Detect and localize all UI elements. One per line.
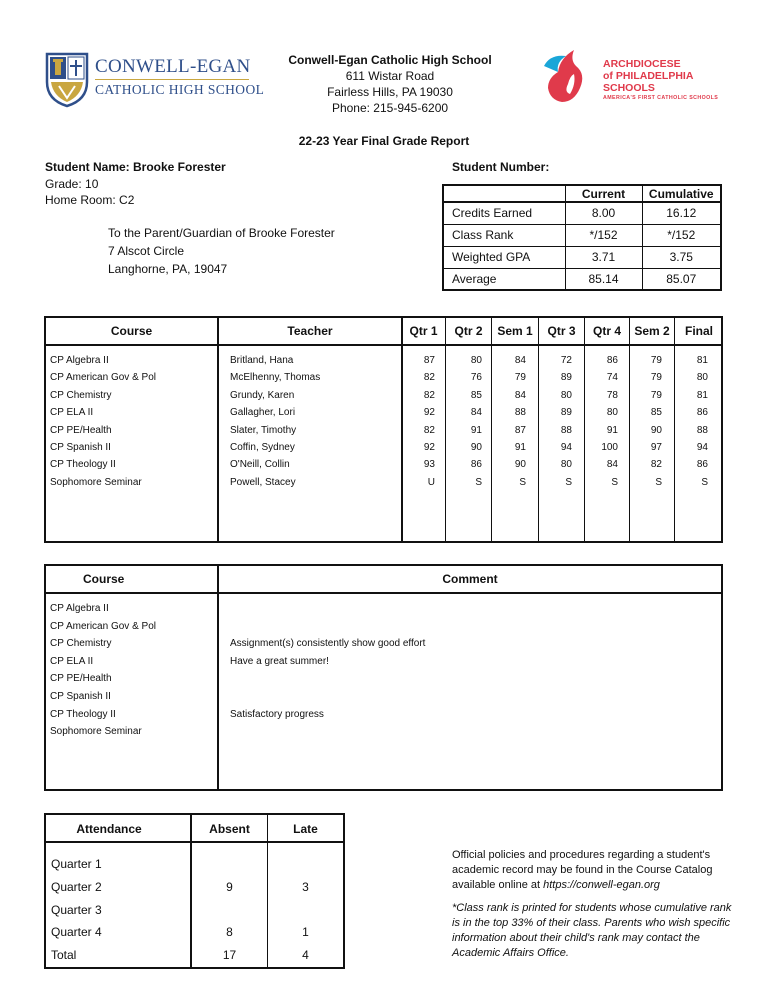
- logo-text-primary: CONWELL-EGAN: [95, 56, 251, 77]
- report-title: 22-23 Year Final Grade Report: [298, 134, 470, 148]
- student-number-label: Student Number:: [452, 160, 550, 174]
- comments-header-comment: Comment: [442, 572, 498, 586]
- comment-row: [46, 673, 721, 691]
- grade-value: 81: [696, 389, 708, 401]
- grade-row: [46, 372, 721, 390]
- grade-value: 90: [470, 442, 482, 453]
- grade-value: 84: [514, 389, 526, 401]
- grades-header-cell: Final: [684, 324, 713, 338]
- course-name: Sophomore Seminar: [50, 476, 142, 488]
- conwell-egan-logo: [45, 52, 265, 108]
- grade-value: 80: [560, 459, 572, 471]
- school-name: Conwell-Egan Catholic High School: [288, 53, 492, 67]
- course-name: CP American Gov & Pol: [50, 620, 156, 632]
- grade-value: 92: [423, 442, 435, 453]
- policy-text-body: Official policies and procedures regarding a student's academic record may be found in the Course Catalog available online at: [452, 849, 713, 891]
- class-rank-note: *Class rank is printed for students whose cumulative rank is in the top 33% of their class. Parents who wish specific information about their child's rank may contact the Academic Affairs Office.: [452, 902, 732, 959]
- grade-row: [46, 442, 721, 460]
- teacher-name: McElhenny, Thomas: [230, 372, 321, 384]
- grade-value: 94: [696, 442, 708, 453]
- attendance-row: [46, 903, 343, 923]
- attendance-table: [44, 813, 345, 969]
- course-name: CP PE/Health: [50, 673, 112, 685]
- grade-value: 88: [696, 424, 708, 436]
- course-catalog-link[interactable]: https://conwell-egan.org: [543, 879, 660, 891]
- grade-value: 79: [650, 355, 662, 366]
- school-phone: Phone: 215-945-6200: [331, 101, 449, 115]
- grade-value: 90: [514, 459, 526, 471]
- course-name: CP Algebra II: [50, 355, 109, 366]
- policy-notes: [452, 848, 732, 961]
- course-name: CP Spanish II: [50, 442, 111, 453]
- comment-text: Satisfactory progress: [230, 708, 324, 720]
- grade-value: 88: [514, 407, 526, 419]
- grade-value: 86: [696, 407, 708, 419]
- attendance-header-cell: Absent: [209, 822, 250, 836]
- student-name: Student Name: Brooke Forester: [45, 160, 226, 174]
- attendance-row: [46, 880, 343, 900]
- grade-value: 93: [423, 459, 435, 471]
- grade-value: 91: [514, 442, 526, 453]
- attendance-header-cell: Late: [293, 822, 318, 836]
- grade-value: 85: [650, 407, 662, 419]
- course-name: CP Theology II: [50, 708, 116, 720]
- grade-value: 80: [606, 407, 618, 419]
- summary-row: [443, 202, 721, 224]
- grade-row: [46, 407, 721, 425]
- attendance-period: Quarter 2: [51, 879, 102, 894]
- course-name: CP Theology II: [50, 459, 116, 471]
- policy-text: [452, 848, 732, 893]
- grade-value: S: [565, 476, 572, 488]
- grade-value: 89: [560, 407, 572, 419]
- address-line: 7 Alscot Circle: [108, 244, 185, 258]
- summary-cell: 16.12: [642, 202, 721, 224]
- school-address-line2: Fairless Hills, PA 19030: [327, 85, 453, 99]
- course-name: CP Spanish II: [50, 691, 111, 702]
- grade-value: 82: [423, 424, 435, 436]
- grade-value: 89: [560, 372, 572, 384]
- archdiocese-line1: ARCHDIOCESE: [603, 58, 681, 70]
- summary-table: [442, 184, 722, 291]
- absent-count: 8: [226, 925, 233, 940]
- course-name: CP ELA II: [50, 407, 94, 419]
- grade-value: 87: [423, 355, 435, 366]
- logo-text-secondary: CATHOLIC HIGH SCHOOL: [95, 82, 265, 97]
- grade-value: 84: [470, 407, 482, 419]
- grade-value: 80: [696, 372, 708, 384]
- comment-row: [46, 621, 721, 639]
- student-grade: Grade: 10: [45, 177, 99, 191]
- comment-row: [46, 726, 721, 744]
- grade-value: 94: [560, 442, 572, 453]
- grade-value: U: [427, 476, 435, 488]
- grade-value: 80: [560, 389, 572, 401]
- grade-value: 90: [650, 424, 662, 436]
- archdiocese-tagline: AMERICA'S FIRST CATHOLIC SCHOOLS: [603, 95, 719, 101]
- attendance-period: Quarter 4: [51, 925, 102, 940]
- late-count: 1: [302, 925, 309, 940]
- grade-value: 80: [470, 355, 482, 366]
- grade-value: 100: [601, 442, 618, 453]
- summary-cell: */152: [565, 224, 642, 246]
- summary-cell: */152: [642, 224, 721, 246]
- mailing-address: [108, 224, 335, 278]
- course-name: CP Algebra II: [50, 603, 109, 614]
- comment-row: [46, 656, 721, 674]
- grades-header-cell: Teacher: [287, 324, 333, 338]
- grade-value: S: [519, 476, 526, 488]
- header-divider: [46, 344, 721, 346]
- course-name: CP American Gov & Pol: [50, 372, 156, 384]
- comment-row: [46, 638, 721, 656]
- absent-count: 9: [226, 879, 233, 894]
- grade-row: [46, 390, 721, 408]
- summary-cell: 8.00: [565, 202, 642, 224]
- archdiocese-name: [603, 58, 693, 94]
- grade-value: 81: [696, 355, 708, 366]
- comment-text: Have a great summer!: [230, 655, 329, 667]
- grades-header-cell: Qtr 2: [454, 324, 483, 338]
- grade-row: [46, 355, 721, 373]
- grade-value: 72: [560, 355, 572, 366]
- grade-row: [46, 459, 721, 477]
- grade-value: 88: [560, 424, 572, 436]
- grade-value: 79: [650, 372, 662, 384]
- grade-value: 85: [470, 389, 482, 401]
- archdiocese-logo: [540, 44, 730, 108]
- attendance-period: Quarter 1: [51, 857, 102, 871]
- teacher-name: Gallagher, Lori: [230, 407, 296, 419]
- attendance-row: [46, 948, 343, 968]
- grade-row: [46, 425, 721, 443]
- comment-row: [46, 709, 721, 727]
- grade-value: 79: [650, 389, 662, 401]
- attendance-row: [46, 925, 343, 945]
- summary-cell: 85.14: [565, 268, 642, 290]
- grade-value: 97: [650, 442, 662, 453]
- summary-cell: 3.71: [565, 246, 642, 268]
- course-name: CP Chemistry: [50, 389, 112, 401]
- school-info: [250, 52, 530, 116]
- comments-table: [44, 564, 723, 791]
- teacher-name: Slater, Timothy: [230, 424, 297, 436]
- attendance-row: [46, 857, 343, 877]
- address-line: Langhorne, PA, 19047: [108, 262, 228, 276]
- summary-cell: Credits Earned: [443, 202, 565, 224]
- grade-value: 78: [606, 389, 618, 401]
- grade-value: 86: [470, 459, 482, 471]
- teacher-name: Powell, Stacey: [230, 476, 296, 488]
- summary-cell: Weighted GPA: [443, 246, 565, 268]
- comment-text: Assignment(s) consistently show good effort: [230, 638, 426, 650]
- grade-value: 79: [514, 372, 526, 384]
- summary-cell: 3.75: [642, 246, 721, 268]
- grades-header-cell: Qtr 4: [592, 324, 621, 338]
- summary-cell: Average: [443, 268, 565, 290]
- summary-cell: Class Rank: [443, 224, 565, 246]
- teacher-name: Coffin, Sydney: [230, 442, 295, 453]
- teacher-name: Grundy, Karen: [230, 389, 295, 401]
- grade-value: 91: [470, 424, 482, 436]
- teacher-name: Britland, Hana: [230, 355, 294, 366]
- grade-value: 87: [514, 424, 526, 436]
- absent-count: 17: [222, 948, 237, 963]
- grade-value: 82: [423, 372, 435, 384]
- flame-dove-icon: [540, 44, 600, 108]
- late-count: 3: [302, 879, 309, 894]
- course-name: CP PE/Health: [50, 424, 112, 436]
- comments-header-course: Course: [83, 572, 125, 586]
- summary-cell: 85.07: [642, 268, 721, 290]
- summary-header-cell: [443, 185, 565, 202]
- attendance-period: Quarter 3: [51, 902, 102, 917]
- grade-value: 86: [696, 459, 708, 471]
- grade-value: 82: [423, 389, 435, 401]
- grades-header-cell: Course: [110, 324, 153, 338]
- logo-divider: [95, 79, 249, 80]
- grade-value: 76: [470, 372, 482, 384]
- summary-header-cell: Cumulative: [642, 185, 721, 202]
- grades-table: [44, 316, 723, 543]
- grades-header-cell: Sem 2: [634, 324, 670, 338]
- school-address-line1: 611 Wistar Road: [345, 69, 435, 83]
- summary-row: [443, 224, 721, 246]
- grade-value: S: [475, 476, 482, 488]
- header-divider: [46, 592, 721, 594]
- grade-value: 82: [650, 459, 662, 471]
- comment-row: [46, 603, 721, 621]
- late-count: 4: [302, 948, 309, 963]
- summary-row: [443, 268, 721, 290]
- summary-header-cell: Current: [565, 185, 642, 202]
- summary-header-row: [443, 185, 721, 202]
- grade-value: S: [655, 476, 662, 488]
- grade-value: 74: [606, 372, 618, 384]
- grades-header-cell: Qtr 1: [409, 324, 438, 338]
- grades-header-cell: Sem 1: [497, 324, 533, 338]
- archdiocese-line2: of PHILADELPHIA: [603, 70, 694, 82]
- teacher-name: O'Neill, Collin: [230, 459, 290, 471]
- header-divider: [46, 841, 343, 843]
- grade-row: [46, 477, 721, 495]
- grade-value: 92: [423, 407, 435, 419]
- grade-value: 84: [514, 355, 526, 366]
- comment-row: [46, 691, 721, 709]
- grade-value: S: [611, 476, 618, 488]
- grade-value: S: [701, 476, 708, 488]
- address-line: To the Parent/Guardian of Brooke Forester: [108, 226, 335, 240]
- grade-value: 91: [606, 424, 618, 436]
- grade-value: 86: [606, 355, 618, 366]
- grade-value: 84: [606, 459, 618, 471]
- course-name: CP Chemistry: [50, 638, 112, 650]
- summary-row: [443, 246, 721, 268]
- course-name: Sophomore Seminar: [50, 726, 142, 738]
- attendance-period: Total: [51, 948, 77, 963]
- school-crest-icon: [45, 52, 89, 108]
- student-homeroom: Home Room: C2: [45, 193, 135, 207]
- course-name: CP ELA II: [50, 655, 94, 667]
- archdiocese-line3: SCHOOLS: [603, 82, 655, 94]
- attendance-header-cell: Attendance: [76, 822, 142, 836]
- grades-header-cell: Qtr 3: [547, 324, 576, 338]
